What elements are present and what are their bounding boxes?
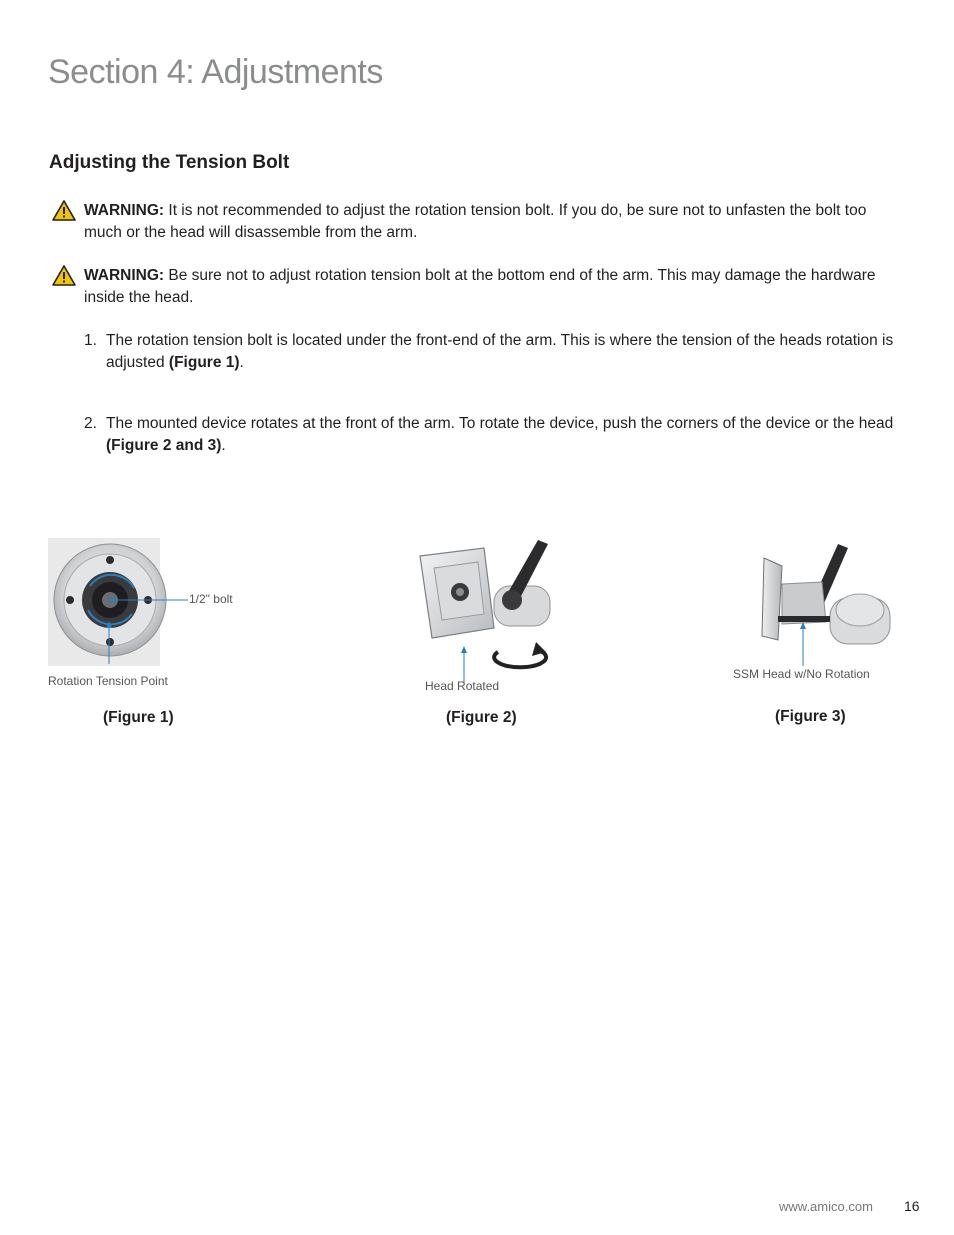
page-number: 16 xyxy=(904,1198,920,1214)
figure-reference: (Figure 2 and 3) xyxy=(106,437,222,454)
warning-1 xyxy=(52,200,892,244)
warning-label: WARNING: xyxy=(84,267,165,284)
warning-text: It is not recommended to adjust the rotation tension bolt. If you do, be sure not to unfasten the bolt too much or the head will disassemble from the arm. xyxy=(84,202,867,241)
warning-icon xyxy=(52,265,76,286)
footer-website-link[interactable]: www.amico.com xyxy=(779,1199,873,1214)
section-title: Section 4: Adjustments xyxy=(48,53,383,91)
step-end: . xyxy=(239,354,244,371)
step-text: The rotation tension bolt is located under the front-end of the arm. This is where the tension of the heads rotation is adjusted xyxy=(106,332,894,371)
figure-reference: (Figure 1) xyxy=(168,354,240,371)
figure-3-image xyxy=(760,540,892,654)
step-number: 2. xyxy=(84,415,97,432)
step-end: . xyxy=(221,437,226,454)
figure-3-callout: SSM Head w/No Rotation xyxy=(733,667,870,681)
step-number: 1. xyxy=(84,332,97,349)
subheading: Adjusting the Tension Bolt xyxy=(49,152,290,173)
figure-1-label: (Figure 1) xyxy=(103,709,174,726)
rotation-arrow-icon xyxy=(494,642,546,667)
figure-1-callout-bolt: 1/2" bolt xyxy=(189,592,233,606)
warning-icon xyxy=(52,200,76,221)
figure-2-label: (Figure 2) xyxy=(446,709,517,726)
step-text: The mounted device rotates at the front of the arm. To rotate the device, push the corners of the device or the head xyxy=(106,415,894,432)
figure-3-callout-line xyxy=(797,620,809,666)
warning-2 xyxy=(52,265,892,309)
step-1 xyxy=(84,330,904,374)
figure-1-callout-lines xyxy=(60,590,190,670)
warning-label: WARNING: xyxy=(84,202,165,219)
figure-3-label: (Figure 3) xyxy=(775,708,846,725)
figure-2-callout-line xyxy=(458,644,470,684)
step-2 xyxy=(84,413,904,457)
figure-2-image xyxy=(418,534,558,666)
figure-2-callout: Head Rotated xyxy=(425,679,500,693)
warning-text: Be sure not to adjust rotation tension bolt at the bottom end of the arm. This may damage the hardware inside the head. xyxy=(84,267,876,306)
figure-1-callout-point: Rotation Tension Point xyxy=(48,674,168,688)
